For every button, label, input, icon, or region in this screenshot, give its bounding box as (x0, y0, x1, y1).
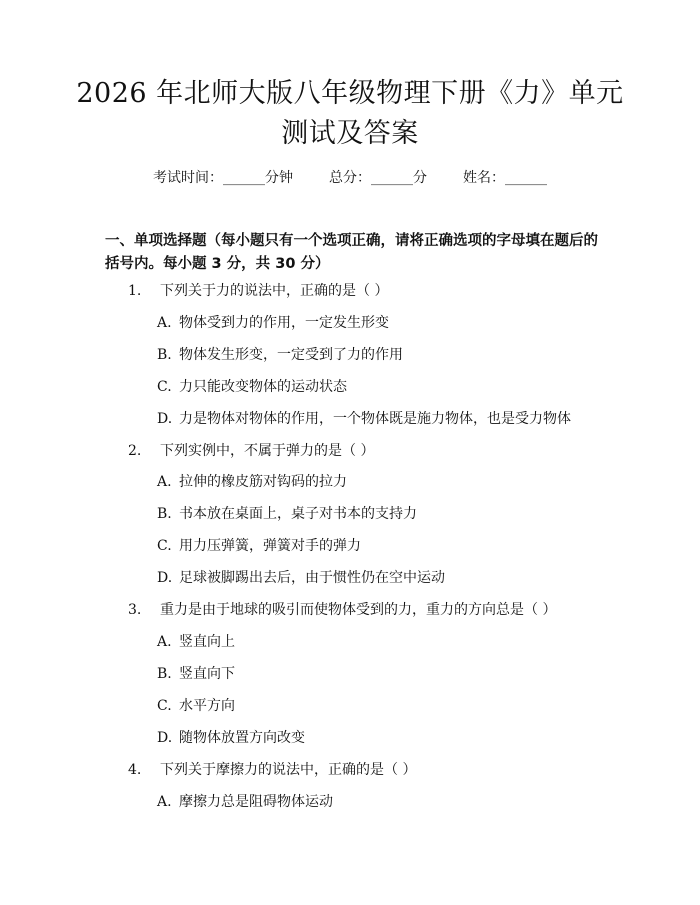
question-number: 4. (128, 762, 142, 778)
title-line-2: 测试及答案 (281, 118, 419, 149)
option-letter: D. (157, 730, 173, 746)
question-number: 3. (128, 602, 142, 618)
option-text: 拉伸的橡皮筋对钩码的拉力 (179, 474, 347, 490)
option-letter: A. (157, 634, 172, 650)
question-3-option-b (157, 664, 235, 684)
option-text: 竖直向上 (179, 634, 235, 650)
question-number: 1. (128, 283, 142, 299)
question-text: 下列关于力的说法中，正确的是（ ） (160, 283, 389, 299)
option-letter: A. (157, 315, 172, 331)
question-2-option-a (157, 472, 347, 492)
question-2 (128, 441, 374, 461)
document-title (60, 74, 640, 154)
question-2-option-b (157, 504, 417, 524)
option-text: 物体受到力的作用，一定发生形变 (179, 315, 389, 331)
question-text: 下列实例中，不属于弹力的是（ ） (160, 443, 375, 459)
question-1 (128, 281, 388, 301)
option-letter: D. (157, 570, 173, 586)
option-text: 水平方向 (179, 698, 235, 714)
option-text: 足球被脚踢出去后，由于惯性仍在空中运动 (179, 570, 445, 586)
exam-time-field: 考试时间：______分钟 (153, 170, 293, 186)
question-3-option-d (157, 728, 305, 748)
option-text: 物体发生形变，一定受到了力的作用 (179, 347, 403, 363)
option-letter: A. (157, 474, 172, 490)
question-1-option-d (157, 409, 571, 429)
option-text: 竖直向下 (179, 666, 235, 682)
question-3-option-c (157, 696, 235, 716)
option-text: 书本放在桌面上，桌子对书本的支持力 (179, 506, 417, 522)
option-letter: B. (157, 666, 172, 682)
section-heading: 一、单项选择题（每小题只有一个选项正确，请将正确选项的字母填在题后的括号内。每小题 3 分，共 30 分） (105, 233, 598, 272)
name-field: 姓名：______ (463, 170, 547, 186)
question-text: 重力是由于地球的吸引而使物体受到的力，重力的方向总是（ ） (160, 602, 557, 618)
option-text: 力是物体对物体的作用，一个物体既是施力物体，也是受力物体 (179, 411, 571, 427)
option-text: 随物体放置方向改变 (179, 730, 305, 746)
title-line-1: 2026 年北师大版八年级物理下册《力》单元 (76, 78, 624, 109)
question-1-option-b (157, 345, 403, 365)
question-2-option-c (157, 536, 361, 556)
question-4-option-a (157, 792, 333, 812)
option-text: 力只能改变物体的运动状态 (179, 379, 347, 395)
option-letter: B. (157, 506, 172, 522)
total-score-field: 总分：______分 (329, 170, 427, 186)
question-1-option-c (157, 377, 347, 397)
question-3 (128, 600, 556, 620)
option-letter: C. (157, 698, 172, 714)
question-1-option-a (157, 313, 389, 333)
exam-meta (0, 168, 700, 188)
option-text: 用力压弹簧，弹簧对手的弹力 (179, 538, 361, 554)
option-letter: D. (157, 411, 173, 427)
option-letter: A. (157, 794, 172, 810)
option-letter: C. (157, 538, 172, 554)
question-3-option-a (157, 632, 235, 652)
question-number: 2. (128, 443, 142, 459)
option-text: 摩擦力总是阻碍物体运动 (179, 794, 333, 810)
question-text: 下列关于摩擦力的说法中，正确的是（ ） (160, 762, 417, 778)
question-4 (128, 760, 416, 780)
question-2-option-d (157, 568, 445, 588)
option-letter: B. (157, 347, 172, 363)
option-letter: C. (157, 379, 172, 395)
